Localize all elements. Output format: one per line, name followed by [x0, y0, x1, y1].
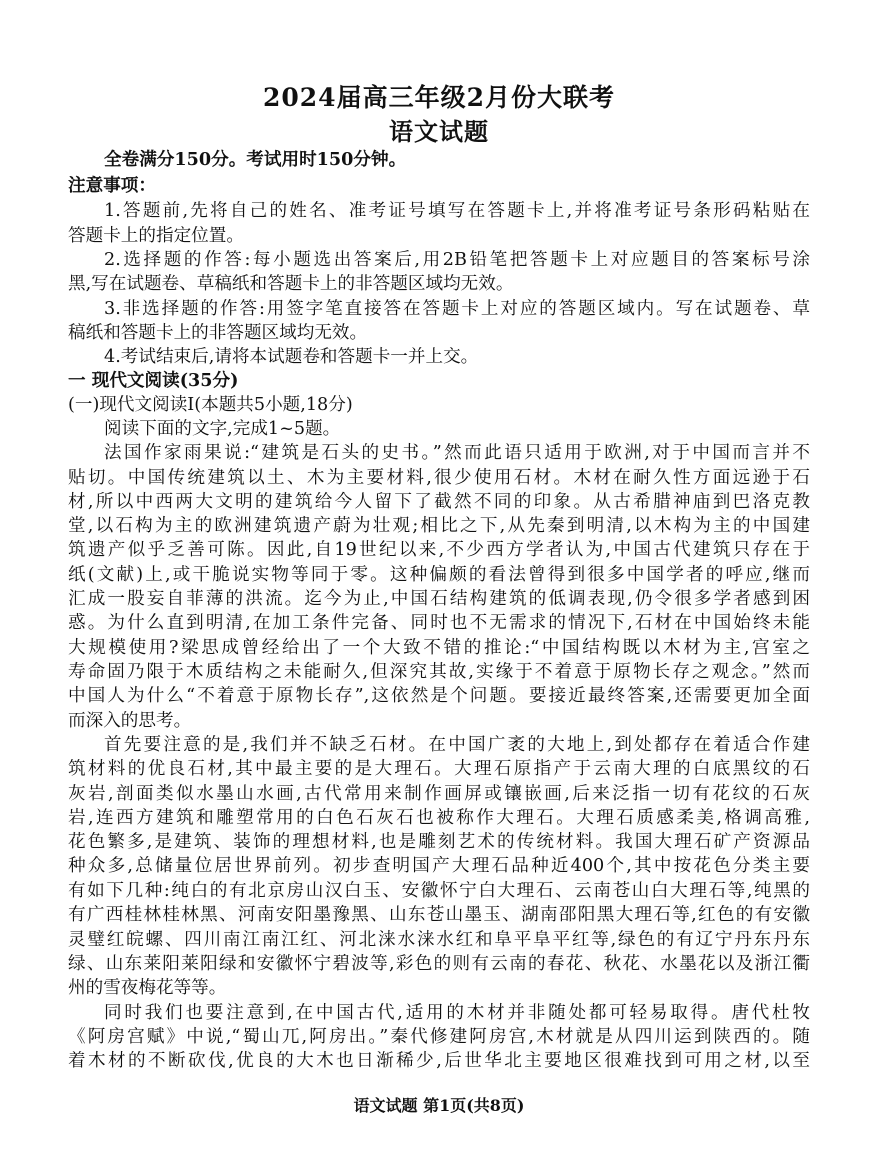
passage-line: 有如下几种:纯白的有北京房山汉白玉、安徽怀宁白大理石、云南苍山白大理石等,纯黑的	[68, 881, 810, 901]
passage-line: 中国人为什么“不着意于原物长存”,这依然是个问题。要接近最终答案,还需要更加全面	[68, 686, 810, 706]
passage-line: 筑遗产似乎乏善可陈。因此,自19世纪以来,不少西方学者认为,中国古代建筑只存在于	[68, 540, 810, 560]
passage-line: 岩,连西方建筑和雕塑常用的白色石灰石也被称作大理石。大理石质感柔美,格调高雅,	[68, 808, 810, 828]
passage-line: 贴切。中国传统建筑以土、木为主要材料,很少使用石材。木材在耐久性方面远逊于石	[68, 468, 810, 488]
passage-line: 州的雪夜梅花等等。	[68, 978, 227, 998]
passage-line: 大规模使用?梁思成曾经给出了一个大致不错的推论:“中国结构既以木材为主,宫室之	[68, 638, 810, 658]
passage-line: 寿命固乃限于木质结构之未能耐久,但深究其故,实缘于不着意于原物长存之观念。”然而	[68, 662, 810, 682]
notice-line: 黑,写在试题卷、草稿纸和答题卡上的非答题区域均无效。	[68, 274, 514, 294]
passage-line: 而深入的思考。	[68, 711, 192, 731]
passage-line: 绿、山东莱阳莱阳绿和安徽怀宁碧波等,彩色的则有云南的春花、秋花、水墨花以及浙江衢	[68, 954, 810, 974]
notice-line: 3.非选择题的作答:用签字笔直接答在答题卡上对应的答题区域内。写在试题卷、草	[104, 299, 810, 319]
passage-line: 惑。为什么直到明清,在加工条件完备、同时也不无需求的情况下,石材在中国始终未能	[68, 613, 810, 633]
passage-line: 法国作家雨果说:“建筑是石头的史书。”然而此语只适用于欧洲,对于中国而言并不	[104, 443, 810, 463]
section-sub-heading: (一)现代文阅读Ⅰ(本题共5小题,18分)	[68, 395, 353, 415]
notice-line: 稿纸和答题卡上的非答题区域均无效。	[68, 323, 368, 343]
notice-line: 4.考试结束后,请将本试题卷和答题卡一并上交。	[104, 347, 479, 367]
notice-line: 1.答题前,先将自己的姓名、准考证号填写在答题卡上,并将准考证号条形码粘贴在	[104, 201, 810, 221]
page-footer: 语文试题 第1页(共8页)	[353, 1096, 525, 1115]
notice-line: 答题卡上的指定位置。	[68, 226, 244, 246]
passage-line: 首先要注意的是,我们并不缺乏石材。在中国广袤的大地上,到处都存在着适合作建	[104, 735, 810, 755]
passage-line: 汇成一股妄自菲薄的洪流。迄今为止,中国石结构建筑的低调表现,仍令很多学者感到困	[68, 589, 810, 609]
passage-line: 有广西桂林桂林黑、河南安阳墨豫黑、山东苍山墨玉、湖南邵阳黑大理石等,红色的有安徽	[68, 905, 810, 925]
passage-line: 《阿房宫赋》中说,“蜀山兀,阿房出。”秦代修建阿房宫,木材就是从四川运到陕西的。随	[68, 1027, 810, 1047]
passage-line: 材,所以中西两大文明的建筑给今人留下了截然不同的印象。从古希腊神庙到巴洛克教	[68, 492, 810, 512]
section-heading: 一 现代文阅读(35分)	[68, 370, 239, 391]
passage-line: 灵璧红皖螺、四川南江南江红、河北涞水涞水红和阜平阜平红等,绿色的有辽宁丹东丹东	[68, 930, 810, 950]
passage-line: 筑材料的优良石材,其中最主要的是大理石。大理石原指产于云南大理的白底黑纹的石	[68, 759, 810, 779]
subject-title: 语文试题	[389, 117, 489, 146]
reading-instruction: 阅读下面的文字,完成1~5题。	[104, 419, 341, 439]
notice-line: 2.选择题的作答:每小题选出答案后,用2B铅笔把答题卡上对应题目的答案标号涂	[104, 250, 810, 270]
passage-line: 纸(文献)上,或干脆说实物等同于零。这种偏颇的看法曾得到很多中国学者的呼应,继而	[68, 565, 810, 585]
passage-line: 花色繁多,是建筑、装饰的理想材料,也是雕刻艺术的传统材料。我国大理石矿产资源品	[68, 832, 810, 852]
notice-heading: 注意事项：	[68, 175, 156, 196]
passage-line: 着木材的不断砍伐,优良的大木也日渐稀少,后世华北主要地区很难找到可用之材,以至	[68, 1051, 810, 1071]
passage-line: 种众多,总储量位居世界前列。初步查明国产大理石品种近400个,其中按花色分类主要	[68, 856, 810, 876]
passage-line: 灰岩,剖面类似水墨山水画,古代常用来制作画屏或镶嵌画,后来泛指一切有花纹的石灰	[68, 784, 810, 804]
passage-line: 堂,以石构为主的欧洲建筑遗产蔚为壮观;相比之下,从先秦到明清,以木构为主的中国建	[68, 516, 810, 536]
score-info: 全卷满分150分。考试用时150分钟。	[104, 149, 407, 170]
passage-line: 同时我们也要注意到,在中国古代,适用的木材并非随处都可轻易取得。唐代杜牧	[104, 1003, 810, 1023]
exam-title: 2024届高三年级2月份大联考	[263, 83, 615, 112]
